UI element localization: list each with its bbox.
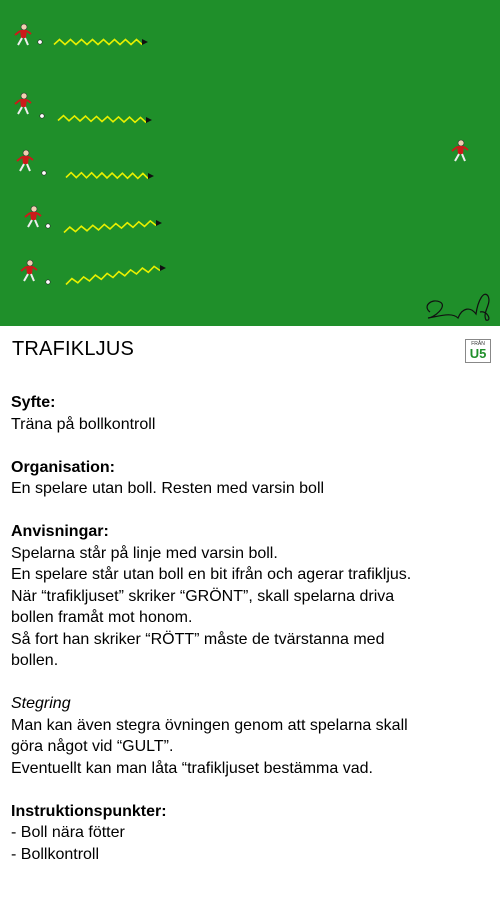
text-line: göra något vid “GULT”.	[11, 738, 174, 755]
player-with-ball-icon	[17, 150, 33, 171]
arrow-head-icon	[142, 39, 148, 45]
section-heading: Organisation:	[11, 458, 116, 476]
age-badge	[465, 339, 491, 363]
dribble-path	[64, 221, 156, 233]
dribble-path	[66, 266, 160, 284]
dribble-path	[54, 40, 142, 45]
ball-icon	[40, 114, 44, 118]
ball-icon	[38, 40, 42, 44]
player-with-ball-icon	[21, 260, 37, 281]
field-drawing	[0, 0, 500, 326]
ball-icon	[42, 171, 46, 175]
ball-icon	[46, 224, 50, 228]
text-line: - Boll nära fötter	[11, 824, 125, 841]
text-line: Spelarna står på linje med varsin boll.	[11, 544, 278, 562]
section-anvisningar	[11, 521, 491, 672]
exercise-description	[11, 392, 491, 887]
player-with-ball-icon	[15, 93, 31, 114]
section-organisation	[11, 457, 491, 500]
text-line: bollen framåt mot honom.	[11, 609, 193, 626]
section-instruktionspunkter	[11, 801, 491, 866]
text-line: En spelare utan boll. Resten med varsin boll	[11, 480, 325, 497]
section-heading: Anvisningar:	[11, 523, 109, 540]
player-with-ball-icon	[15, 24, 31, 45]
text-line: - Bollkontroll	[11, 845, 100, 863]
exercise-diagram	[0, 0, 500, 326]
section-heading: Instruktionspunkter:	[11, 802, 167, 820]
text-line: Träna på bollkontroll	[11, 415, 156, 433]
text-line: Så fort han skriker “RÖTT” måste de tvärstanna med	[11, 630, 385, 648]
page-title: TRAFIKLJUS	[12, 338, 135, 360]
section-heading: Stegring	[11, 695, 71, 712]
age-badge-age: U5	[469, 346, 487, 361]
arrow-head-icon	[160, 265, 166, 271]
section-syfte	[11, 392, 491, 435]
text-line: Eventuellt kan man låta “trafikljuset bestämma vad.	[11, 759, 373, 777]
section-stegring	[11, 693, 491, 779]
signature-icon	[427, 294, 489, 320]
arrow-head-icon	[156, 220, 162, 226]
player-with-ball-icon	[25, 206, 41, 227]
text-line: bollen.	[11, 652, 59, 669]
age-badge-from: FRÅN	[471, 341, 485, 347]
arrow-head-icon	[146, 117, 152, 123]
dribble-path	[66, 173, 148, 179]
text-line: Man kan även stegra övningen genom att spelarna skall	[11, 716, 408, 734]
section-heading: Syfte:	[11, 394, 56, 411]
ball-icon	[46, 280, 50, 284]
dribble-path	[58, 116, 146, 123]
arrow-head-icon	[148, 173, 154, 179]
text-line: När “trafikljuset” skriker “GRÖNT”, skall spelarna driva	[11, 587, 395, 605]
player-icon	[452, 140, 468, 161]
text-line: En spelare står utan boll en bit ifrån och agerar trafikljus.	[11, 566, 412, 583]
